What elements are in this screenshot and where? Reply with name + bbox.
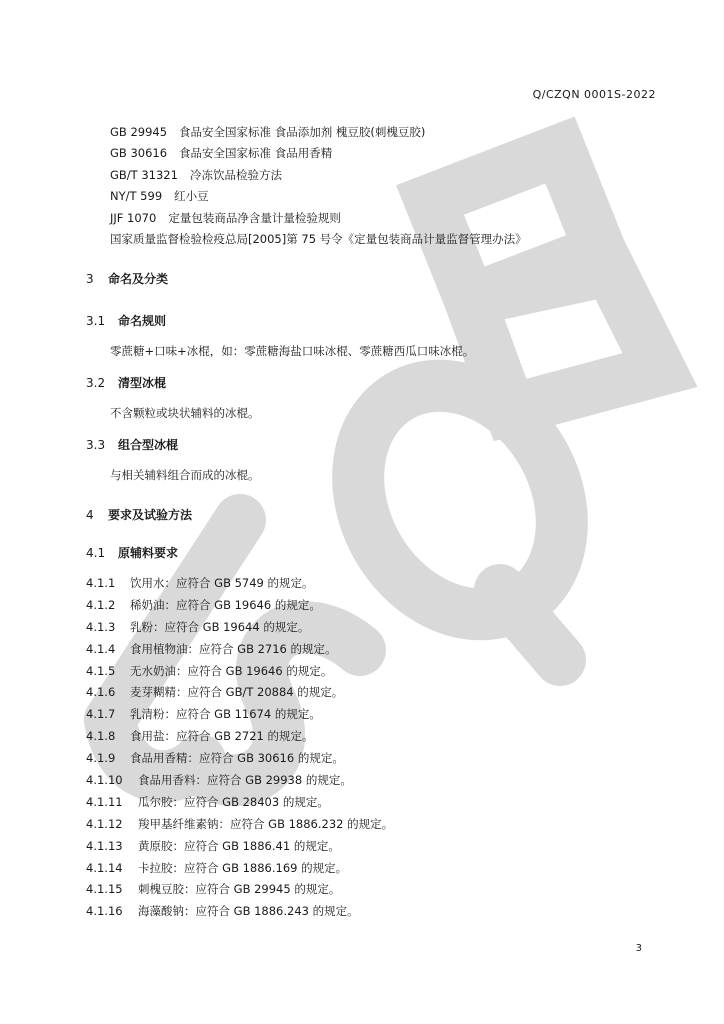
reference-code: GB 29945: [110, 125, 168, 139]
page-number: 3: [635, 943, 642, 954]
reference-item: [110, 229, 527, 250]
item-number: 4.1.9: [86, 751, 116, 766]
section-title: 组合型冰棍: [118, 438, 179, 452]
reference-item: [110, 208, 527, 229]
list-item: [86, 704, 393, 726]
item-number: 4.1.1: [86, 576, 116, 590]
section-number: 3.1: [86, 314, 106, 328]
item-text: 稀奶油：应符合 GB 19646 的规定。: [130, 597, 321, 612]
section-number: 3: [86, 272, 94, 286]
list-item: [86, 836, 393, 858]
reference-item: [110, 165, 527, 186]
section-heading-4-1: [86, 544, 178, 561]
item-number: 4.1.3: [86, 619, 116, 634]
reference-list: [110, 122, 527, 250]
list-item: [86, 617, 393, 639]
list-item: [86, 748, 393, 770]
list-item: [86, 879, 393, 901]
item-text: 饮用水：应符合 GB 5749 的规定。: [130, 576, 314, 590]
item-text: 食用盐：应符合 GB 2721 的规定。: [130, 729, 314, 744]
item-number: 4.1.4: [86, 641, 116, 656]
item-text: 瓜尔胶：应符合 GB 28403 的规定。: [138, 794, 329, 809]
section-heading-3-1: [86, 312, 166, 329]
item-text: 乳清粉：应符合 GB 11674 的规定。: [130, 707, 321, 722]
item-number: 4.1.5: [86, 663, 116, 678]
item-number: 4.1.16: [86, 904, 123, 919]
item-text: 食品用香精：应符合 GB 30616 的规定。: [130, 751, 344, 766]
reference-title: 定量包装商品净含量计量检验规则: [168, 210, 341, 225]
reference-code: GB/T 31321: [110, 167, 178, 182]
list-item: [86, 770, 393, 792]
reference-title: 食品安全国家标准 食品用香精: [179, 146, 333, 161]
list-item: [86, 792, 393, 814]
reference-code: GB 30616: [110, 146, 168, 161]
list-item: [86, 814, 393, 836]
reference-item: [110, 143, 527, 164]
item-text: 食品用香料：应符合 GB 29938 的规定。: [138, 773, 352, 788]
item-number: 4.1.8: [86, 729, 116, 744]
reference-title: 冷冻饮品检验方法: [189, 167, 282, 182]
item-text: 刺槐豆胶：应符合 GB 29945 的规定。: [138, 882, 341, 897]
item-text: 卡拉胶：应符合 GB 1886.169 的规定。: [138, 860, 348, 875]
section-number: 4: [86, 508, 94, 522]
item-text: 食用植物油：应符合 GB 2716 的规定。: [130, 641, 337, 656]
item-number: 4.1.11: [86, 794, 123, 809]
list-item: [86, 858, 393, 880]
section-number: 4.1: [86, 546, 106, 560]
section-heading-3-2: [86, 374, 166, 391]
list-item: [86, 639, 393, 661]
item-number: 4.1.14: [86, 860, 123, 875]
section-title: 要求及试验方法: [108, 508, 193, 522]
section-paragraph: 不含颗粒或块状辅料的冰棍。: [110, 406, 260, 420]
section-paragraph: 与相关辅料组合而成的冰棍。: [110, 468, 260, 482]
item-number: 4.1.6: [86, 685, 116, 700]
list-item: [86, 682, 393, 704]
item-number: 4.1.13: [86, 838, 123, 853]
section-heading-3-3: [86, 436, 178, 453]
list-item: [86, 595, 393, 617]
item-text: 乳粉：应符合 GB 19644 的规定。: [130, 619, 310, 634]
list-item: [86, 901, 393, 923]
section-title: 命名规则: [118, 314, 167, 328]
item-text: 麦芽糊精：应符合 GB/T 20884 的规定。: [130, 685, 344, 700]
item-number: 4.1.2: [86, 597, 116, 612]
item-text: 羧甲基纤维素钠：应符合 GB 1886.232 的规定。: [138, 816, 394, 831]
list-item: [86, 573, 393, 595]
item-number: 4.1.15: [86, 882, 123, 897]
list-item: [86, 726, 393, 748]
item-text: 海藻酸钠：应符合 GB 1886.243 的规定。: [138, 904, 359, 919]
list-item: [86, 661, 393, 683]
section-number: 3.3: [86, 438, 106, 452]
section-title: 清型冰棍: [118, 376, 167, 390]
reference-code: NY/T 599: [110, 189, 163, 204]
reference-title: 食品安全国家标准 食品添加剂 槐豆胶(刺槐豆胶): [179, 125, 426, 139]
item-text: 黄原胶：应符合 GB 1886.41 的规定。: [138, 838, 340, 853]
reference-title: 国家质量监督检验检疫总局[2005]第 75 号令《定量包装商品计量监督管理办法》: [110, 231, 527, 246]
section-title: 命名及分类: [108, 272, 169, 286]
reference-item: [110, 186, 527, 207]
item-number: 4.1.10: [86, 773, 123, 788]
section-number: 3.2: [86, 376, 106, 390]
reference-item: [110, 122, 527, 143]
item-number: 4.1.12: [86, 816, 123, 831]
requirement-list: [86, 573, 393, 923]
section-heading-4: [86, 506, 192, 523]
section-paragraph: 零蔗糖+口味+冰棍，如：零蔗糖海盐口味冰棍、零蔗糖西瓜口味冰棍。: [110, 344, 475, 358]
document-code: Q/CZQN 0001S-2022: [532, 88, 656, 101]
item-number: 4.1.7: [86, 707, 116, 722]
reference-code: JJF 1070: [110, 210, 157, 225]
section-heading-3: [86, 270, 168, 287]
section-title: 原辅料要求: [118, 546, 179, 560]
item-text: 无水奶油：应符合 GB 19646 的规定。: [130, 663, 333, 678]
reference-title: 红小豆: [174, 189, 209, 204]
